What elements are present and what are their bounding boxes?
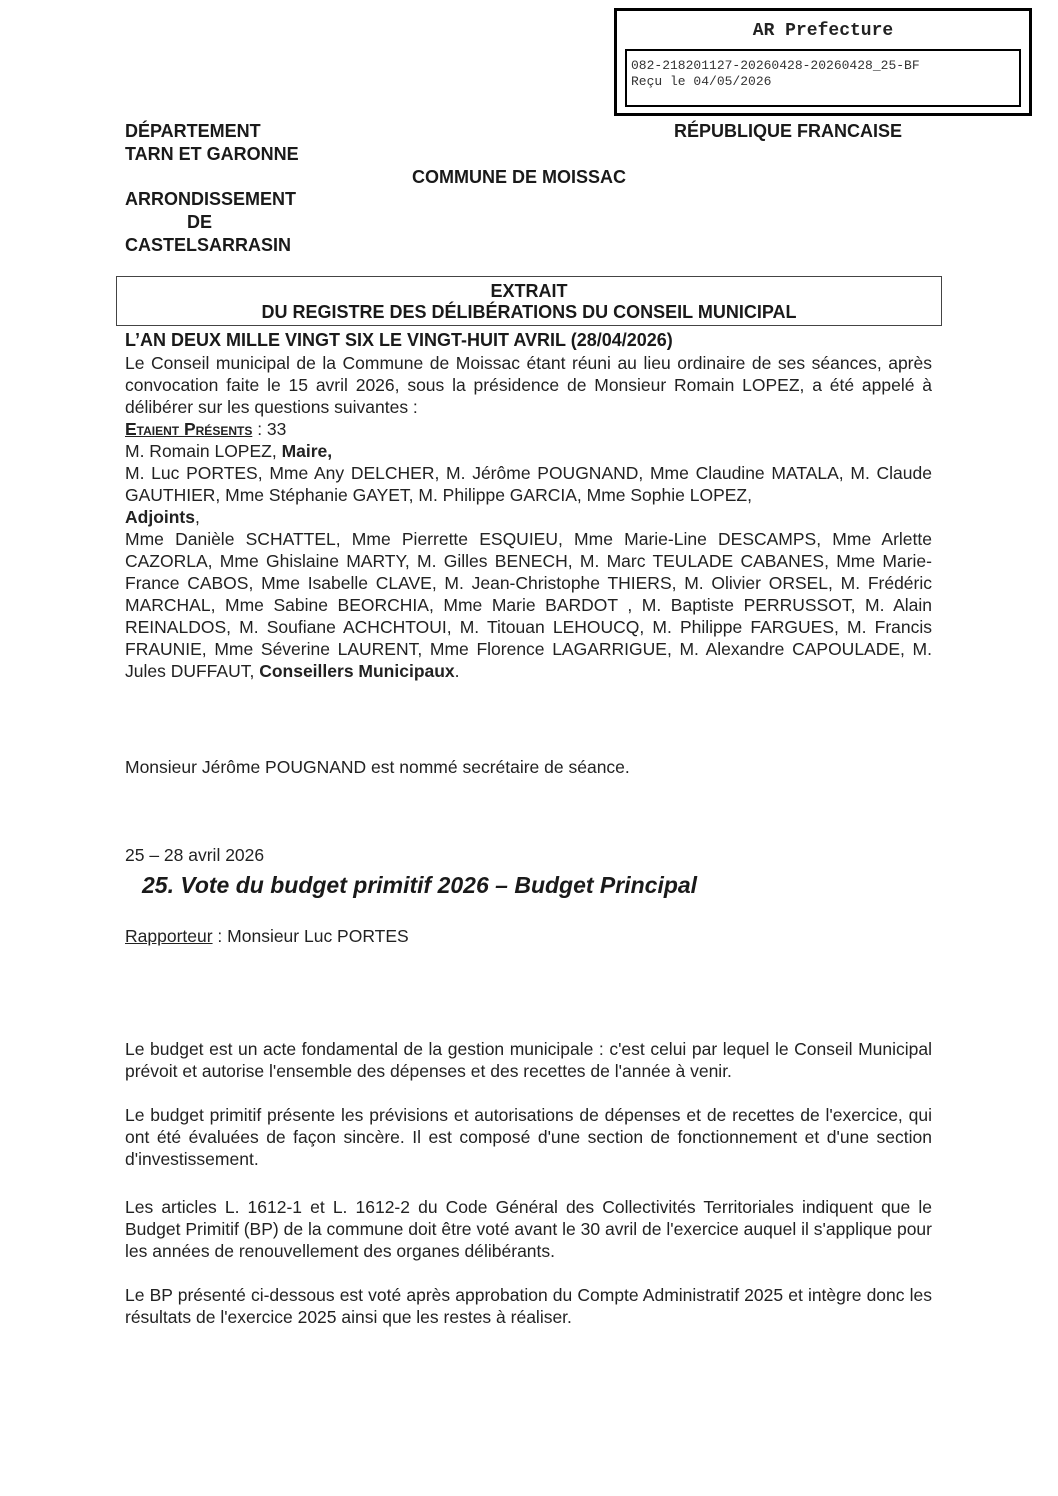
conseillers-names: Mme Danièle SCHATTEL, Mme Pierrette ESQUIEU, Mme Marie-Line DESCAMPS, Mme Arlette CAZORLA, Mme Ghislaine MARTY, M. Gilles BENECH, M. Marc TEULADE CABANES, Mme Marie-France CABOS, Mme Isabelle CLAVE, M. Jean-Christophe THIERS, M. Olivier ORSEL, M. Frédéric MARCHAL, Mme Sabine BEORCHIA, Mme Marie BARDOT , M. Baptiste PERRUSSOT, M. Alain REINALDOS, M. Soufiane ACHCHTOUI, M. Titouan LEHOUCQ, M. Philippe FARGUES, M. Francis FRAUNIE, Mme Séverine LAURENT, Mme Florence LAGARRIGUE, M. Alexandre CAPOULADE, M. Jules DUFFAUT,: [125, 529, 932, 681]
deliberation-title: 25. Vote du budget primitif 2026 – Budget Principal: [142, 872, 698, 898]
arrondissement-de: DE: [187, 212, 213, 232]
session-intro: Le Conseil municipal de la Commune de Moissac étant réuni au lieu ordinaire de ses séances, après convocation faite le 15 avril 2026, sous la présidence de Monsieur Romain LOPEZ, a été appelé à délibérer sur les questions suivantes :: [125, 353, 932, 417]
rapporteur-label: Rapporteur: [125, 926, 213, 946]
paragraph-4: Le BP présenté ci-dessous est voté après approbation du Compte Administratif 2025 et intègre donc les résultats de l'exercice 2025 ainsi que les restes à réaliser.: [125, 1285, 932, 1327]
departement-block: [125, 120, 299, 166]
commune-label: COMMUNE DE MOISSAC: [412, 167, 627, 187]
prefecture-stamp: [614, 8, 1032, 116]
stamp-reference: 082-218201127-20260428-20260428_25-BF: [631, 58, 920, 73]
arrondissement-label: ARRONDISSEMENT: [125, 189, 297, 209]
adjoints-names: M. Luc PORTES, Mme Any DELCHER, M. Jérôme POUGNAND, Mme Claudine MATALA, M. Claude GAUTHIER, Mme Stéphanie GAYET, M. Philippe GARCIA, Mme Sophie LOPEZ,: [125, 463, 932, 505]
rapporteur-value: : Monsieur Luc PORTES: [212, 926, 409, 946]
conseillers-suffix: .: [454, 661, 460, 681]
deliberation-ref-date: 25 – 28 avril 2026: [125, 845, 265, 865]
paragraph-2: Le budget primitif présente les prévisions et autorisations de dépenses et de recettes de l'exercice, qui ont été évaluées de façon sincère. Il est composé d'une section de fonctionnement et d'une section d'investissement.: [125, 1105, 932, 1169]
adjoints-suffix: ,: [195, 507, 200, 527]
maire-role: Maire,: [281, 441, 333, 461]
adjoints-role: Adjoints: [125, 507, 195, 527]
maire-line: [125, 440, 932, 462]
presents-line: [125, 418, 932, 440]
conseillers-role: Conseillers Municipaux: [259, 661, 455, 681]
paragraph-1: Le budget est un acte fondamental de la gestion municipale : c'est celui par lequel le Conseil Municipal prévoit et autorise l'ensemble des dépenses et des recettes de l'année à venir.: [125, 1039, 932, 1081]
departement-label: DÉPARTEMENT: [125, 121, 261, 141]
extrait-title: EXTRAIT: [490, 281, 568, 301]
republique-label: RÉPUBLIQUE FRANCAISE: [674, 121, 903, 141]
secretaire-line: Monsieur Jérôme POUGNAND est nommé secrétaire de séance.: [125, 757, 630, 777]
arrondissement-block: [125, 188, 296, 257]
stamp-received-date: Reçu le 04/05/2026: [631, 74, 772, 89]
arrondissement-name: CASTELSARRASIN: [125, 235, 292, 255]
extrait-subtitle: DU REGISTRE DES DÉLIBÉRATIONS DU CONSEIL MUNICIPAL: [261, 302, 797, 322]
adjoints-line: [125, 462, 932, 528]
conseillers-line: [125, 528, 932, 682]
stamp-title: AR Prefecture: [752, 21, 894, 41]
session-body: [125, 352, 932, 682]
presents-count: : 33: [252, 419, 287, 439]
paragraph-3: Les articles L. 1612-1 et L. 1612-2 du Code Général des Collectivités Territoriales indiquent que le Budget Primitif (BP) de la commune doit être voté avant le 30 avril de l'exercice auquel il s'applique pour les années de renouvellement des organes délibérants.: [125, 1197, 932, 1261]
session-date: L’AN DEUX MILLE VINGT SIX LE VINGT-HUIT AVRIL (28/04/2026): [125, 330, 673, 350]
stamp-details: [625, 49, 1021, 107]
departement-name: TARN ET GARONNE: [125, 144, 299, 164]
extrait-box: [116, 276, 942, 326]
rapporteur-line: [125, 925, 932, 947]
maire-name: M. Romain LOPEZ,: [125, 441, 282, 461]
presents-label: Etaient Présents: [125, 419, 253, 439]
